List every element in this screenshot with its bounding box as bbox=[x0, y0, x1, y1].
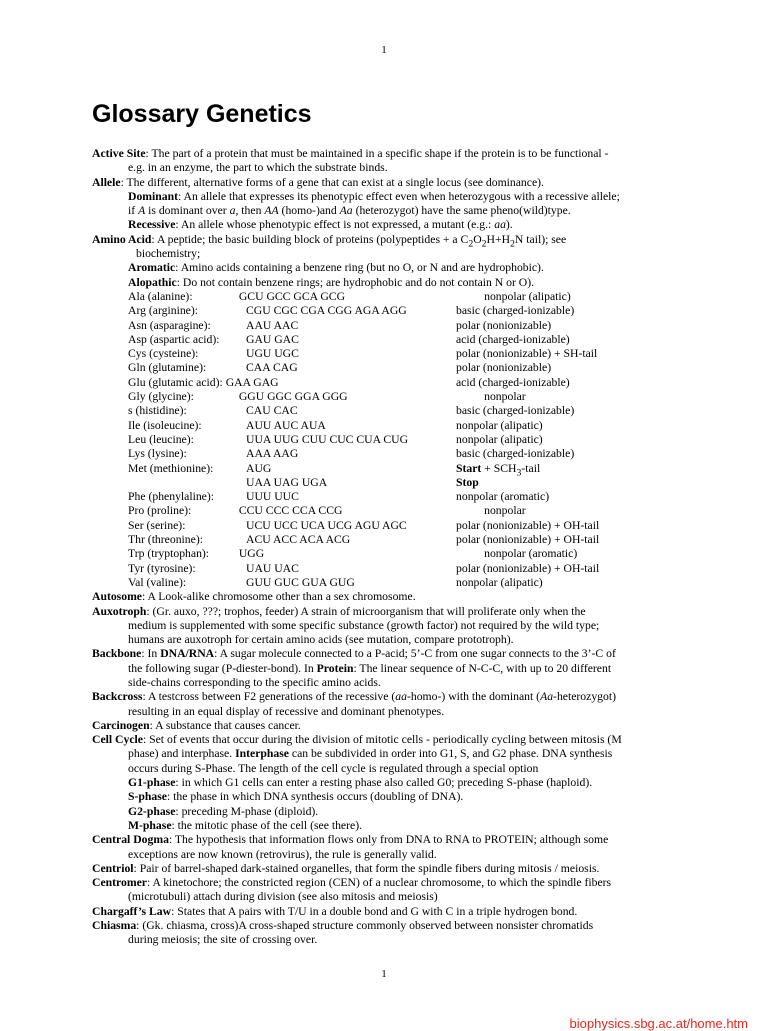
glossary-entry-continuation: medium is supplemented with some specific substance (growth factor) not required by the wild type; bbox=[128, 618, 600, 632]
amino-acid-name: Tyr (tyrosine): bbox=[128, 561, 196, 575]
amino-acid-name: Asn (asparagine): bbox=[128, 318, 211, 332]
glossary-entry-continuation: resulting in an equal display of recessive and dominant phenotypes. bbox=[128, 704, 445, 718]
glossary-entry-continuation: occurs during S-Phase. The length of the cell cycle is regulated through a special option bbox=[128, 761, 539, 775]
glossary-entry-continuation: Dominant: An allele that expresses its phenotypic effect even when heterozygous with a recessive allele; bbox=[128, 189, 620, 203]
glossary-entry-continuation: M-phase: the mitotic phase of the cell (see there). bbox=[128, 818, 363, 832]
amino-acid-property: basic (charged-ionizable) bbox=[456, 304, 575, 318]
page-number-top: 1 bbox=[381, 44, 387, 56]
amino-acid-property: nonpolar (aromatic) bbox=[484, 547, 578, 561]
amino-acid-name: Phe (phenylaline): bbox=[128, 490, 215, 504]
amino-acid-name bbox=[128, 476, 246, 490]
glossary-entry-continuation: the following sugar (P-diester-bond). In Protein: The linear sequence of N-C-C, with up to 20 different bbox=[128, 661, 612, 675]
amino-acid-name: Cys (cysteine): bbox=[128, 347, 199, 361]
glossary-entry: Chiasma: (Gk. chiasma, cross)A cross-shaped structure commonly observed between nonsister chromatids bbox=[92, 919, 594, 933]
glossary-entry-continuation: Aromatic: Amino acids containing a benzene ring (but no O, or N and are hydrophobic). bbox=[128, 261, 544, 275]
glossary-entry-continuation: during meiosis; the site of crossing over. bbox=[128, 933, 318, 947]
amino-acid-property: acid (charged-ionizable) bbox=[456, 375, 570, 389]
amino-acid-name: Lys (lysine): bbox=[128, 447, 187, 461]
amino-acid-name: Trp (tryptophan): bbox=[128, 547, 210, 561]
glossary-entry-continuation: side-chains corresponding to the specific amino acids. bbox=[128, 675, 381, 689]
codon-list bbox=[246, 376, 456, 390]
glossary-entry-continuation: G2-phase: preceding M-phase (diploid). bbox=[128, 804, 319, 818]
glossary-entry: Amino Acid: A peptide; the basic building block of proteins (polypeptides + a $C_2O_2H+H_2N$ tail); see bbox=[92, 232, 567, 248]
amino-acid-name: Ala (alanine): bbox=[128, 289, 193, 303]
codon-list: AAU AAC bbox=[246, 318, 299, 332]
glossary-entry: Active Site: The part of a protein that must be maintained in a specific shape if the protein is to be functional - bbox=[92, 147, 609, 160]
amino-acid-name: Leu (leucine): bbox=[128, 432, 194, 446]
amino-acid-row bbox=[92, 376, 672, 390]
amino-acid-name: Ile (isoleucine): bbox=[128, 418, 202, 432]
amino-acid-row bbox=[92, 462, 672, 476]
glossary-entry: Central Dogma: The hypothesis that information flows only from DNA to RNA to PROTEIN; although some bbox=[92, 833, 609, 847]
amino-acid-property: polar (nonionizable) + SH-tail bbox=[456, 347, 598, 361]
amino-acid-row bbox=[92, 519, 672, 533]
codon-list: UAA UAG UGA bbox=[246, 475, 328, 489]
codon-list: GGU GGC GGA GGG bbox=[238, 390, 348, 404]
glossary-entry-continuation: Alopathic: Do not contain benzene rings; are hydrophobic and do not contain N or O). bbox=[128, 275, 535, 289]
glossary-entry-continuation: G1-phase: in which G1 cells can enter a resting phase also called G0; preceding S-phase (haploid). bbox=[128, 776, 593, 790]
amino-acid-property: nonpolar (alipatic) bbox=[456, 418, 543, 432]
codon-list: UGG bbox=[238, 547, 265, 561]
amino-acid-property: nonpolar (aromatic) bbox=[456, 490, 550, 504]
glossary-entry: Centromer: A kinetochore; the constricted region (CEN) of a nuclear chromosome, to which the spindle fibers bbox=[92, 876, 612, 890]
page-number-bottom: 1 bbox=[381, 968, 387, 980]
amino-acid-row bbox=[92, 504, 672, 518]
glossary-entry: Auxotroph: (Gr. auxo, ???; trophos, feeder) A strain of microorganism that will proliferate only when the bbox=[92, 604, 586, 618]
glossary-entry-continuation: if A is dominant over a, then AA (homo-)and Aa (heterozygot) have the same pheno(wild)type. bbox=[128, 204, 571, 218]
glossary-body bbox=[92, 147, 672, 948]
amino-acid-name: Asp (aspartic acid): bbox=[128, 332, 220, 346]
amino-acid-row bbox=[92, 419, 672, 433]
amino-acid-row bbox=[92, 333, 672, 347]
glossary-entry-continuation: phase) and interphase. Interphase can be subdivided in order into G1, S, and G2 phase. DNA synthesis bbox=[128, 747, 613, 761]
amino-acid-row bbox=[92, 476, 672, 490]
amino-acid-row bbox=[92, 290, 672, 304]
amino-acid-property: acid (charged-ionizable) bbox=[456, 332, 570, 346]
amino-acid-row bbox=[92, 319, 672, 333]
amino-acid-row bbox=[92, 533, 672, 547]
amino-acid-name: Ser (serine): bbox=[128, 518, 186, 532]
amino-acid-name: Met (methionine): bbox=[128, 461, 214, 475]
amino-acid-property: nonpolar bbox=[484, 390, 526, 404]
amino-acid-property: Start + $SCH_3$-tail bbox=[456, 461, 541, 478]
footer-link[interactable]: biophysics.sbg.ac.at/home.htm bbox=[569, 1016, 748, 1031]
codon-list: UGU UGC bbox=[246, 347, 299, 361]
codon-list: ACU ACC ACA ACG bbox=[246, 533, 351, 547]
glossary-entry: Carcinogen: A substance that causes cancer. bbox=[92, 718, 301, 732]
amino-acid-row bbox=[92, 404, 672, 418]
codon-list: CAA CAG bbox=[246, 361, 298, 375]
amino-acid-property: nonpolar (alipatic) bbox=[456, 575, 543, 589]
amino-acid-row bbox=[92, 361, 672, 375]
amino-acid-property: Stop bbox=[456, 475, 479, 489]
amino-acid-row bbox=[92, 390, 672, 404]
glossary-entry: Centriol: Pair of barrel-shaped dark-stained organelles, that form the spindle fibers during mitosis / meiosis. bbox=[92, 861, 600, 875]
codon-list: UAU UAC bbox=[246, 561, 299, 575]
amino-acid-name: Thr (threonine): bbox=[128, 533, 203, 547]
amino-acid-row bbox=[92, 433, 672, 447]
amino-acid-property: nonpolar (alipatic) bbox=[484, 289, 571, 303]
glossary-entry: Autosome: A Look-alike chromosome other than a sex chromosome. bbox=[92, 590, 416, 604]
codon-list: AUU AUC AUA bbox=[246, 418, 326, 432]
glossary-entry-continuation: S-phase: the phase in which DNA synthesis occurs (doubling of DNA). bbox=[128, 790, 464, 804]
amino-acid-property: basic (charged-ionizable) bbox=[456, 404, 575, 418]
glossary-entry: Allele: The different, alternative forms of a gene that can exist at a single locus (see dominance). bbox=[92, 175, 544, 189]
amino-acid-row bbox=[92, 576, 672, 590]
codon-list: UUA UUG CUU CUC CUA CUG bbox=[246, 432, 409, 446]
amino-acid-name: Glu (glutamic acid): GAA GAG bbox=[128, 375, 279, 389]
glossary-entry-continuation: biochemistry; bbox=[136, 247, 201, 261]
amino-acid-property: polar (nonionizable) bbox=[456, 318, 552, 332]
glossary-entry: Cell Cycle: Set of events that occur during the division of mitotic cells - periodically cycling between mitosis (M bbox=[92, 733, 622, 747]
codon-list: CCU CCC CCA CCG bbox=[238, 504, 343, 518]
glossary-entry-continuation: e.g. in an enzyme, the part to which the substrate binds. bbox=[128, 161, 388, 175]
amino-acid-name: Gln (glutamine): bbox=[128, 361, 207, 375]
amino-acid-property: polar (nonionizable) + OH-tail bbox=[456, 533, 600, 547]
amino-acid-name: Arg (arginine): bbox=[128, 304, 198, 318]
glossary-entry-continuation: (microtubuli) attach during division (see also mitosis and meiosis) bbox=[128, 890, 438, 904]
glossary-entry-continuation: Recessive: An allele whose phenotypic effect is not expressed, a mutant (e.g.: aa). bbox=[128, 218, 513, 232]
amino-acid-row bbox=[92, 304, 672, 318]
amino-acid-row bbox=[92, 562, 672, 576]
amino-acid-name: s (histidine): bbox=[128, 404, 187, 418]
codon-list: CAU CAC bbox=[246, 404, 298, 418]
amino-acid-row bbox=[92, 447, 672, 461]
amino-acid-row bbox=[92, 490, 672, 504]
codon-list: GCU GCC GCA GCG bbox=[238, 289, 346, 303]
codon-list: CGU CGC CGA CGG AGA AGG bbox=[246, 304, 407, 318]
codon-list: AUG bbox=[246, 461, 272, 475]
codon-list: AAA AAG bbox=[246, 447, 299, 461]
glossary-entry: Backcross: A testcross between F2 generations of the recessive (aa-homo-) with the dominant (Aa-heterozygot) bbox=[92, 690, 616, 704]
amino-acid-name: Pro (proline): bbox=[128, 504, 192, 518]
amino-acid-property: nonpolar bbox=[484, 504, 526, 518]
amino-acid-name: Gly (glycine): bbox=[128, 390, 194, 404]
glossary-entry-continuation: humans are auxotroph for certain amino acids (see mutation, compare prototroph). bbox=[128, 633, 514, 647]
amino-acid-property: nonpolar (alipatic) bbox=[456, 432, 543, 446]
codon-list: GAU GAC bbox=[246, 332, 299, 346]
amino-acid-property: polar (nonionizable) bbox=[456, 361, 552, 375]
amino-acid-property: polar (nonionizable) + OH-tail bbox=[456, 561, 600, 575]
codon-list: UCU UCC UCA UCG AGU AGC bbox=[246, 518, 407, 532]
page-title: Glossary Genetics bbox=[92, 100, 312, 128]
amino-acid-property: basic (charged-ionizable) bbox=[456, 447, 575, 461]
amino-acid-name: Val (valine): bbox=[128, 575, 187, 589]
amino-acid-row bbox=[92, 347, 672, 361]
glossary-entry: Chargaff’s Law: States that A pairs with T/U in a double bond and G with C in a triple hydrogen bond. bbox=[92, 904, 578, 918]
amino-acid-row bbox=[92, 547, 672, 561]
glossary-entry: Backbone: In DNA/RNA: A sugar molecule connected to a P-acid; 5’-C from one sugar connects to the 3’-C of bbox=[92, 647, 616, 661]
codon-list: GUU GUC GUA GUG bbox=[246, 575, 355, 589]
codon-list: UUU UUC bbox=[246, 490, 299, 504]
glossary-entry-continuation: exceptions are now known (retrovirus), the rule is generally valid. bbox=[128, 847, 437, 861]
amino-acid-property: polar (nonionizable) + OH-tail bbox=[456, 518, 600, 532]
